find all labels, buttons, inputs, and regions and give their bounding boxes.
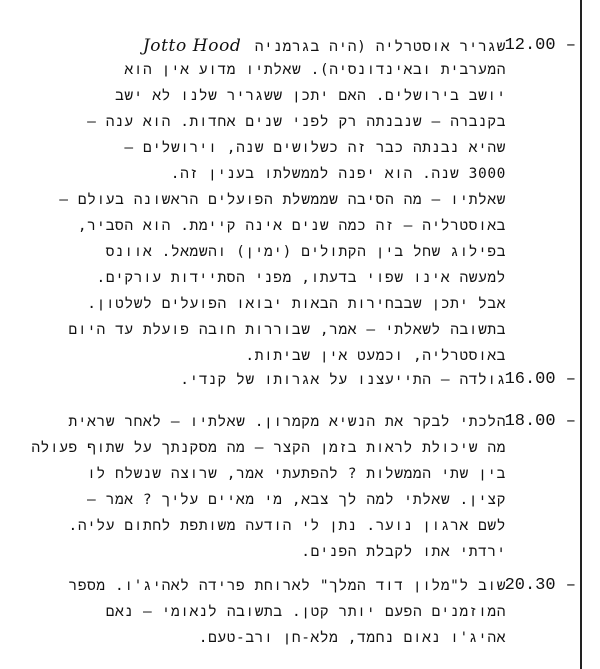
entry-time: 16.00 – [504, 370, 576, 389]
entry-line: שוב ל"מלון דוד המלך" לארוחת פרידה לאהיג'ו. מספר [68, 578, 506, 594]
entry-line: בתשובה לשאלתי – אמר, שבוררות חובה פועלת עד היום [68, 322, 506, 338]
entry-line: אהיג'ו נאום נחמד, מלא-חן ורב-טעם. [198, 630, 506, 646]
entry-time: 12.00 – [504, 36, 576, 55]
entry-line: באוסטרליה, וכמעט אין שביתות. [245, 348, 506, 364]
entry-line: בין שתי הממשלות ? להפתעתי אמר, שרוצה שנשלח לו [87, 466, 506, 482]
entry-line: באוסטרליה – זה כמה שנים אינה קיימת. הוא הסביר, [77, 218, 506, 234]
entry-line: בקנברה – שנבנתה רק לפני שנים אחדות. הוא ענה – [87, 114, 506, 130]
entry-line: קצין. שאלתי למה לך צבא, מי מאיים עליך ? אמר – [87, 492, 506, 508]
entry-time: 18.00 – [504, 412, 576, 431]
page-edge-line [580, 0, 582, 669]
handwritten-name: Jotto Hood [142, 36, 242, 56]
entry-line: למעשה אינו שפוי בדעתו, מפני הסתיידות עורקים. [96, 270, 506, 286]
entry-line: מה שיכולת לראות בזמן הקצר – מה מסקנתך על שתוף פעולה [31, 440, 506, 456]
entry-line: הלכתי לבקר את הנשיא מקמרון. שאלתיו – לאחר שראית [68, 414, 506, 430]
entry-line: לשם ארגון נוער. נתן לי הודעה משותפת לחתום עליה. [68, 518, 506, 534]
entry-line: המוזמנים הפעם יותר קטן. בתשובה לנאומי – נאם [105, 604, 506, 620]
entry-line: בפילוג שחל בין הקתולים (ימין) והשמאל. אוונס [105, 244, 506, 260]
entry-line-text: שגריר אוסטרליה (היה בגרמניה [254, 39, 506, 55]
entry-line: 3000 שנה. הוא יפנה לממשלתו בענין זה. [170, 166, 506, 182]
entry-line: גולדה – התייעצנו על אגרותו של קנדי. [180, 372, 506, 388]
entry-line: המערבית ובאינדונסיה). שאלתיו מדוע אין הוא [124, 62, 506, 78]
entry-time: 20.30 – [504, 576, 576, 595]
entry-line: ירדתי אתו לקבלת הפנים. [301, 544, 506, 560]
entry-line: שהיא נבנתה כבר זה כשלושים שנה, וירושלים – [124, 140, 506, 156]
entry-line: אבל יתכן שבבחירות הבאות יבואו הפועלים לשלטון. [87, 296, 506, 312]
entry-line: יושב בירושלים. האם יתכן ששגריר שלנו לא ישב [115, 88, 506, 104]
entry-line: שאלתיו – מה הסיבה שממשלת הפועלים הראשונה בעולם – [59, 192, 506, 208]
entry-line [139, 36, 506, 56]
